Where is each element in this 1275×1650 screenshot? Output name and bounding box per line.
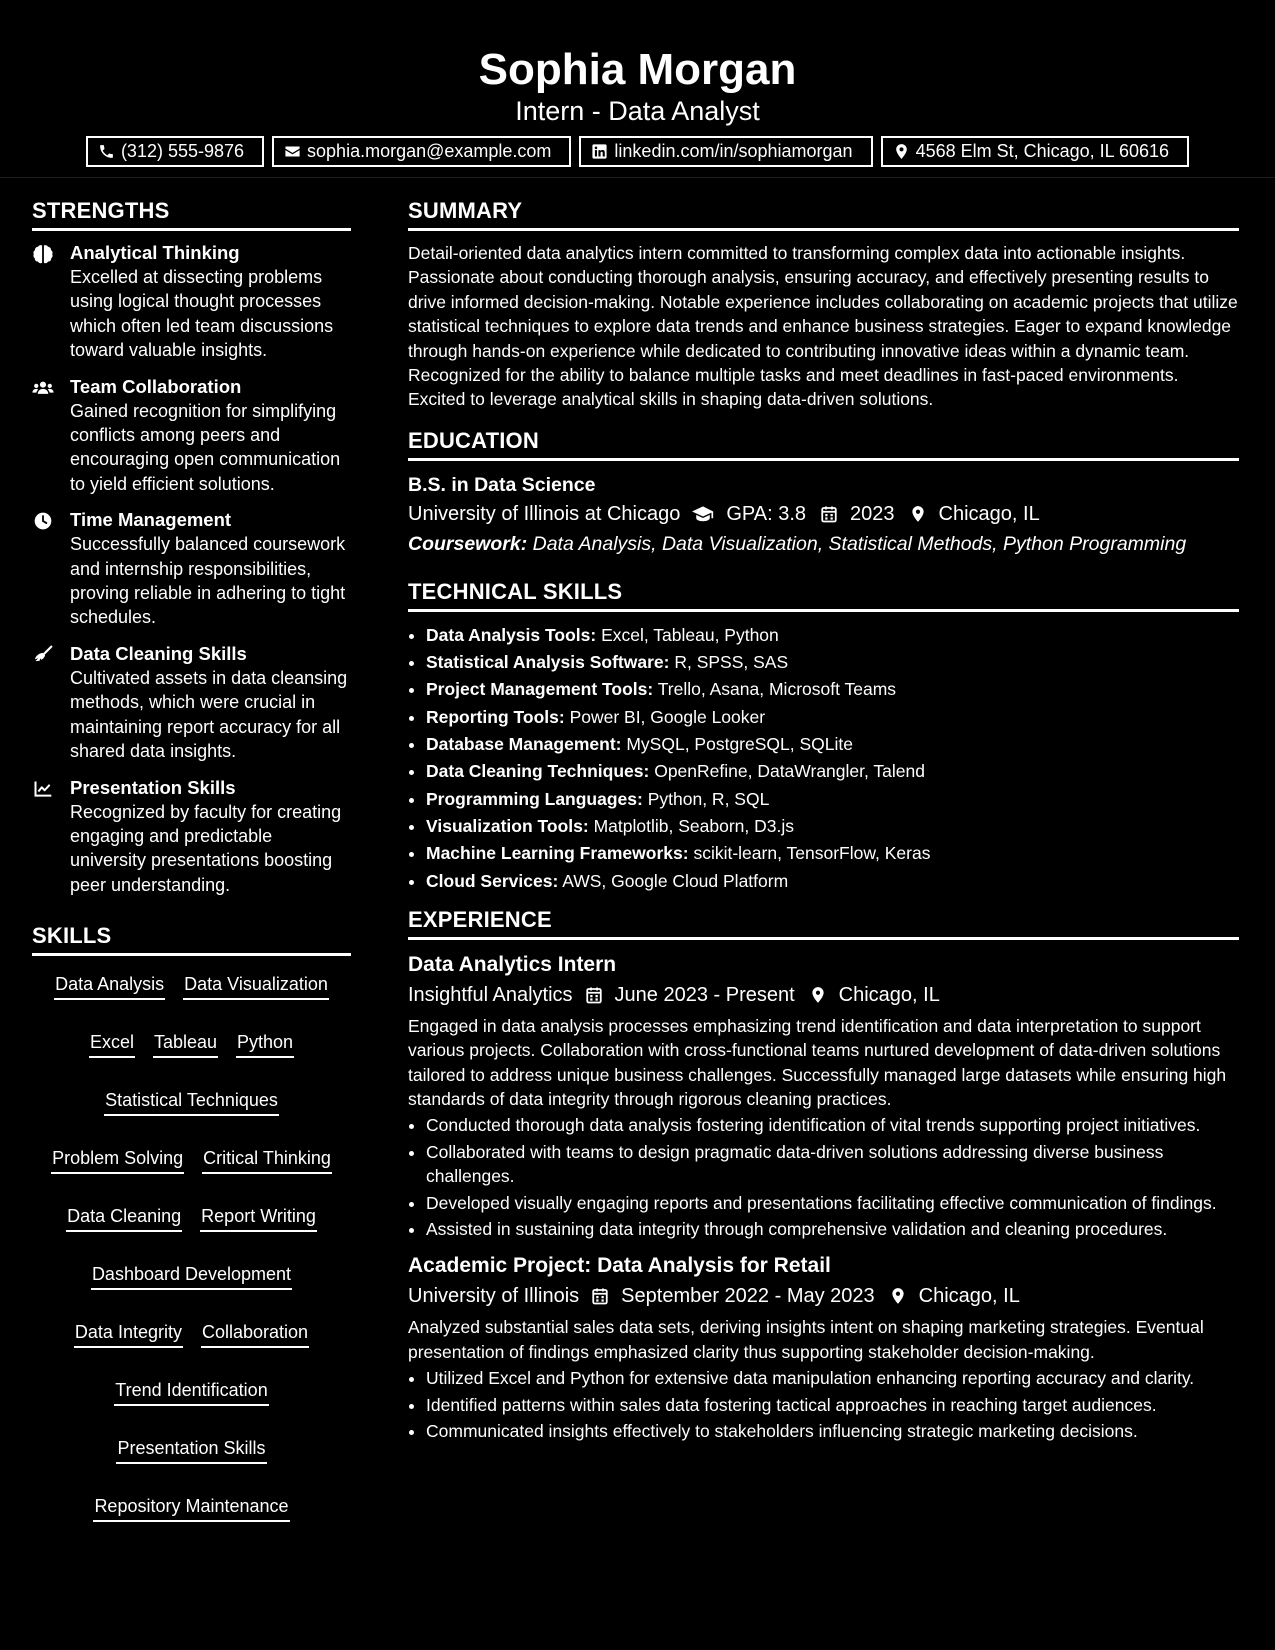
skill-tag: Statistical Techniques [104, 1088, 279, 1116]
candidate-name: Sophia Morgan [478, 45, 797, 94]
tech-skill-value: Python, R, SQL [647, 788, 770, 809]
skills-section [32, 923, 351, 1522]
grad-year: 2023 [850, 502, 895, 525]
skills-list [32, 966, 351, 1522]
broom-icon [32, 645, 54, 665]
tech-skill-item [426, 622, 1239, 649]
tech-skill-value: Matplotlib, Seaborn, D3.js [593, 815, 794, 836]
resume-header [0, 0, 1275, 178]
job-bullet: • Collaborated with teams to design pragmatic data-driven solutions addressing diverse business challenges. [426, 1140, 1239, 1189]
phone-text: (312) 555-9876 [120, 141, 245, 161]
experience-section [408, 907, 1239, 1444]
skill-tag: Data Integrity [74, 1320, 183, 1348]
tech-skill-value: MySQL, PostgreSQL, SQLite [626, 734, 853, 755]
contact-linkedin[interactable] [579, 136, 872, 167]
gpa-text: GPA: 3.8 [726, 502, 807, 525]
strength-item [32, 642, 351, 764]
coursework-line [408, 529, 1239, 559]
education-heading: EDUCATION [408, 428, 1239, 461]
strength-item [32, 508, 351, 630]
tech-skill-label: Visualization Tools: [426, 815, 589, 836]
tech-skill-label: Programming Languages: [426, 788, 643, 809]
contact-bar [0, 136, 1275, 167]
skill-tag: Trend Identification [114, 1378, 268, 1406]
job-title: Academic Project: Data Analysis for Retail [408, 1254, 831, 1278]
calendar-icon [585, 986, 603, 1004]
job-org: University of Illinois [408, 1285, 580, 1308]
skill-tag: Report Writing [200, 1204, 317, 1232]
job-meta [408, 1281, 1239, 1311]
job-location: Chicago, IL [918, 1285, 1020, 1308]
contact-address[interactable] [881, 136, 1190, 167]
school-name: University of Illinois at Chicago [408, 502, 681, 525]
strength-desc: Recognized by faculty for creating engaging and predictable university presentations boosting peer understanding. [70, 801, 342, 895]
tech-skill-item [426, 813, 1239, 840]
tech-skill-label: Reporting Tools: [426, 706, 565, 727]
job-title: Data Analytics Intern [408, 952, 617, 976]
map-pin-icon [893, 143, 910, 160]
summary-text: Detail-oriented data analytics intern committed to transforming complex data into actionable insights. Passionate about conducting thorough analysis, ensuring accuracy, and effectively presenting results to drive informed decision-making. Notable experience includes collaborating on academic projects that utilize statistical techniques to explore data trends and enhance business strategies. Eager to expand knowledge through hands-on experience while dedicated to contributing innovative ideas within a dynamic team. Recognized for the ability to balance multiple tasks and meet deadlines in fast-paced environments. Excited to leverage analytical skills in shaping data-driven solutions. [408, 243, 1238, 410]
job-entry [408, 1251, 1239, 1443]
linkedin-icon [591, 143, 608, 160]
skill-tag: Critical Thinking [202, 1146, 332, 1174]
linkedin-text: linkedin.com/in/sophiamorgan [614, 141, 853, 161]
graduation-cap-icon [692, 505, 714, 523]
degree-title: B.S. in Data Science [408, 473, 596, 496]
contact-phone[interactable] [86, 136, 264, 167]
technical-skills-heading: TECHNICAL SKILLS [408, 579, 1239, 612]
tech-skill-item [426, 840, 1239, 867]
tech-skill-value: R, SPSS, SAS [674, 652, 789, 673]
job-bullet: • Utilized Excel and Python for extensive data manipulation enhancing reporting accuracy and clarity. [426, 1366, 1239, 1390]
chart-line-icon [32, 779, 54, 799]
skill-tag: Data Analysis [54, 972, 165, 1000]
map-pin-icon [889, 1287, 907, 1305]
coursework-label: Coursework: [408, 532, 528, 555]
job-bullet: • Communicated insights effectively to stakeholders influencing strategic marketing decisions. [426, 1419, 1239, 1443]
map-pin-icon [809, 986, 827, 1004]
technical-skills-section [408, 579, 1239, 895]
left-column [32, 198, 351, 1522]
tech-skill-item [426, 676, 1239, 703]
job-bullets [408, 1113, 1239, 1241]
school-location: Chicago, IL [938, 502, 1040, 525]
job-description: Engaged in data analysis processes emphasizing trend identification and data interpretation to support various projects. Collaboration with cross-functional teams nurtured development of data-driven solutions tailored to address unique business challenges. Successfully managed large datasets while ensuring high standards of data integrity through rigorous cleaning practices. [408, 1015, 1227, 1110]
tech-skill-label: Data Cleaning Techniques: [426, 761, 650, 782]
skill-tag: Problem Solving [51, 1146, 184, 1174]
job-location: Chicago, IL [838, 983, 940, 1006]
experience-heading: EXPERIENCE [408, 907, 1239, 940]
skill-tag: Data Visualization [183, 972, 329, 1000]
tech-skill-value: OpenRefine, DataWrangler, Talend [654, 761, 925, 782]
right-column [408, 198, 1239, 1464]
tech-skill-label: Machine Learning Frameworks: [426, 843, 689, 864]
calendar-icon [820, 505, 838, 523]
skill-tag: Tableau [153, 1030, 218, 1058]
job-dates: September 2022 - May 2023 [621, 1285, 875, 1308]
summary-heading: SUMMARY [408, 198, 1239, 231]
tech-skill-label: Project Management Tools: [426, 679, 654, 700]
tech-skill-value: AWS, Google Cloud Platform [562, 870, 789, 891]
skills-heading: SKILLS [32, 923, 351, 956]
strength-desc: Excelled at dissecting problems using logical thought processes which often led team discussions toward valuable insights. [70, 267, 334, 361]
phone-icon [98, 143, 115, 160]
users-icon [32, 378, 54, 398]
job-bullet: • Conducted thorough data analysis fostering identification of vital trends supporting project initiatives. [426, 1113, 1239, 1137]
strength-title: Team Collaboration [70, 375, 242, 397]
job-bullet: • Assisted in sustaining data integrity through comprehensive validation and cleaning procedures. [426, 1217, 1239, 1241]
technical-skills-list [408, 622, 1239, 895]
tech-skill-label: Statistical Analysis Software: [426, 652, 670, 673]
tech-skill-value: Excel, Tableau, Python [601, 624, 779, 645]
strength-title: Time Management [70, 509, 232, 531]
clock-icon [32, 511, 54, 531]
skill-tag: Dashboard Development [91, 1262, 292, 1290]
tech-skill-label: Data Analysis Tools: [426, 624, 597, 645]
job-bullets [408, 1366, 1239, 1443]
skill-tag: Presentation Skills [116, 1436, 266, 1464]
education-section [408, 428, 1239, 559]
address-text: 4568 Elm St, Chicago, IL 60616 [915, 141, 1170, 161]
candidate-title: Intern - Data Analyst [515, 96, 760, 126]
envelope-icon [284, 143, 301, 160]
calendar-icon [591, 1287, 609, 1305]
skill-tag: Repository Maintenance [93, 1494, 289, 1522]
tech-skill-value: scikit-learn, TensorFlow, Keras [693, 843, 931, 864]
tech-skill-value: Trello, Asana, Microsoft Teams [657, 679, 897, 700]
strength-title: Presentation Skills [70, 776, 236, 798]
job-bullet: • Identified patterns within sales data fostering tactical approaches in reaching target audiences. [426, 1393, 1239, 1417]
skill-tag: Python [236, 1030, 294, 1058]
tech-skill-item [426, 758, 1239, 785]
strengths-heading: STRENGTHS [32, 198, 351, 231]
tech-skill-value: Power BI, Google Looker [569, 706, 766, 727]
skill-tag: Collaboration [201, 1320, 309, 1348]
strength-title: Data Cleaning Skills [70, 642, 247, 664]
tech-skill-item [426, 868, 1239, 895]
strength-item [32, 241, 351, 363]
skill-tag: Data Cleaning [66, 1204, 182, 1232]
skill-tag: Excel [89, 1030, 135, 1058]
job-org: Insightful Analytics [408, 983, 573, 1006]
strength-desc: Successfully balanced coursework and internship responsibilities, proving reliable in adhering to tight schedules. [70, 534, 346, 628]
tech-skill-label: Cloud Services: [426, 870, 559, 891]
education-meta [408, 499, 1239, 529]
strength-item [32, 375, 351, 497]
job-description: Analyzed substantial sales data sets, deriving insights intent on shaping marketing strategies. Eventual presentation of findings emphasized clarity thus supporting stakeholder decision-making. [408, 1317, 1204, 1362]
summary-section [408, 198, 1239, 412]
contact-email[interactable] [272, 136, 571, 167]
tech-skill-item [426, 704, 1239, 731]
strength-desc: Cultivated assets in data cleansing methods, which were crucial in maintaining report accuracy for all shared data insights. [70, 667, 348, 762]
strength-title: Analytical Thinking [70, 242, 240, 263]
tech-skill-item [426, 731, 1239, 758]
email-text: sophia.morgan@example.com [307, 141, 552, 161]
job-bullet: • Developed visually engaging reports and presentations facilitating effective communication of findings. [426, 1191, 1239, 1215]
job-dates: June 2023 - Present [614, 983, 795, 1006]
job-entry [408, 950, 1239, 1242]
strength-item [32, 776, 351, 898]
map-pin-icon [909, 505, 927, 523]
coursework-list: Data Analysis, Data Visualization, Statistical Methods, Python Programming [532, 532, 1187, 555]
strength-desc: Gained recognition for simplifying conflicts among peers and encouraging open communication to yield efficient solutions. [70, 400, 341, 494]
tech-skill-label: Database Management: [426, 734, 622, 755]
tech-skill-item [426, 649, 1239, 676]
tech-skill-item [426, 786, 1239, 813]
job-meta [408, 980, 1239, 1010]
brain-icon [32, 244, 54, 264]
